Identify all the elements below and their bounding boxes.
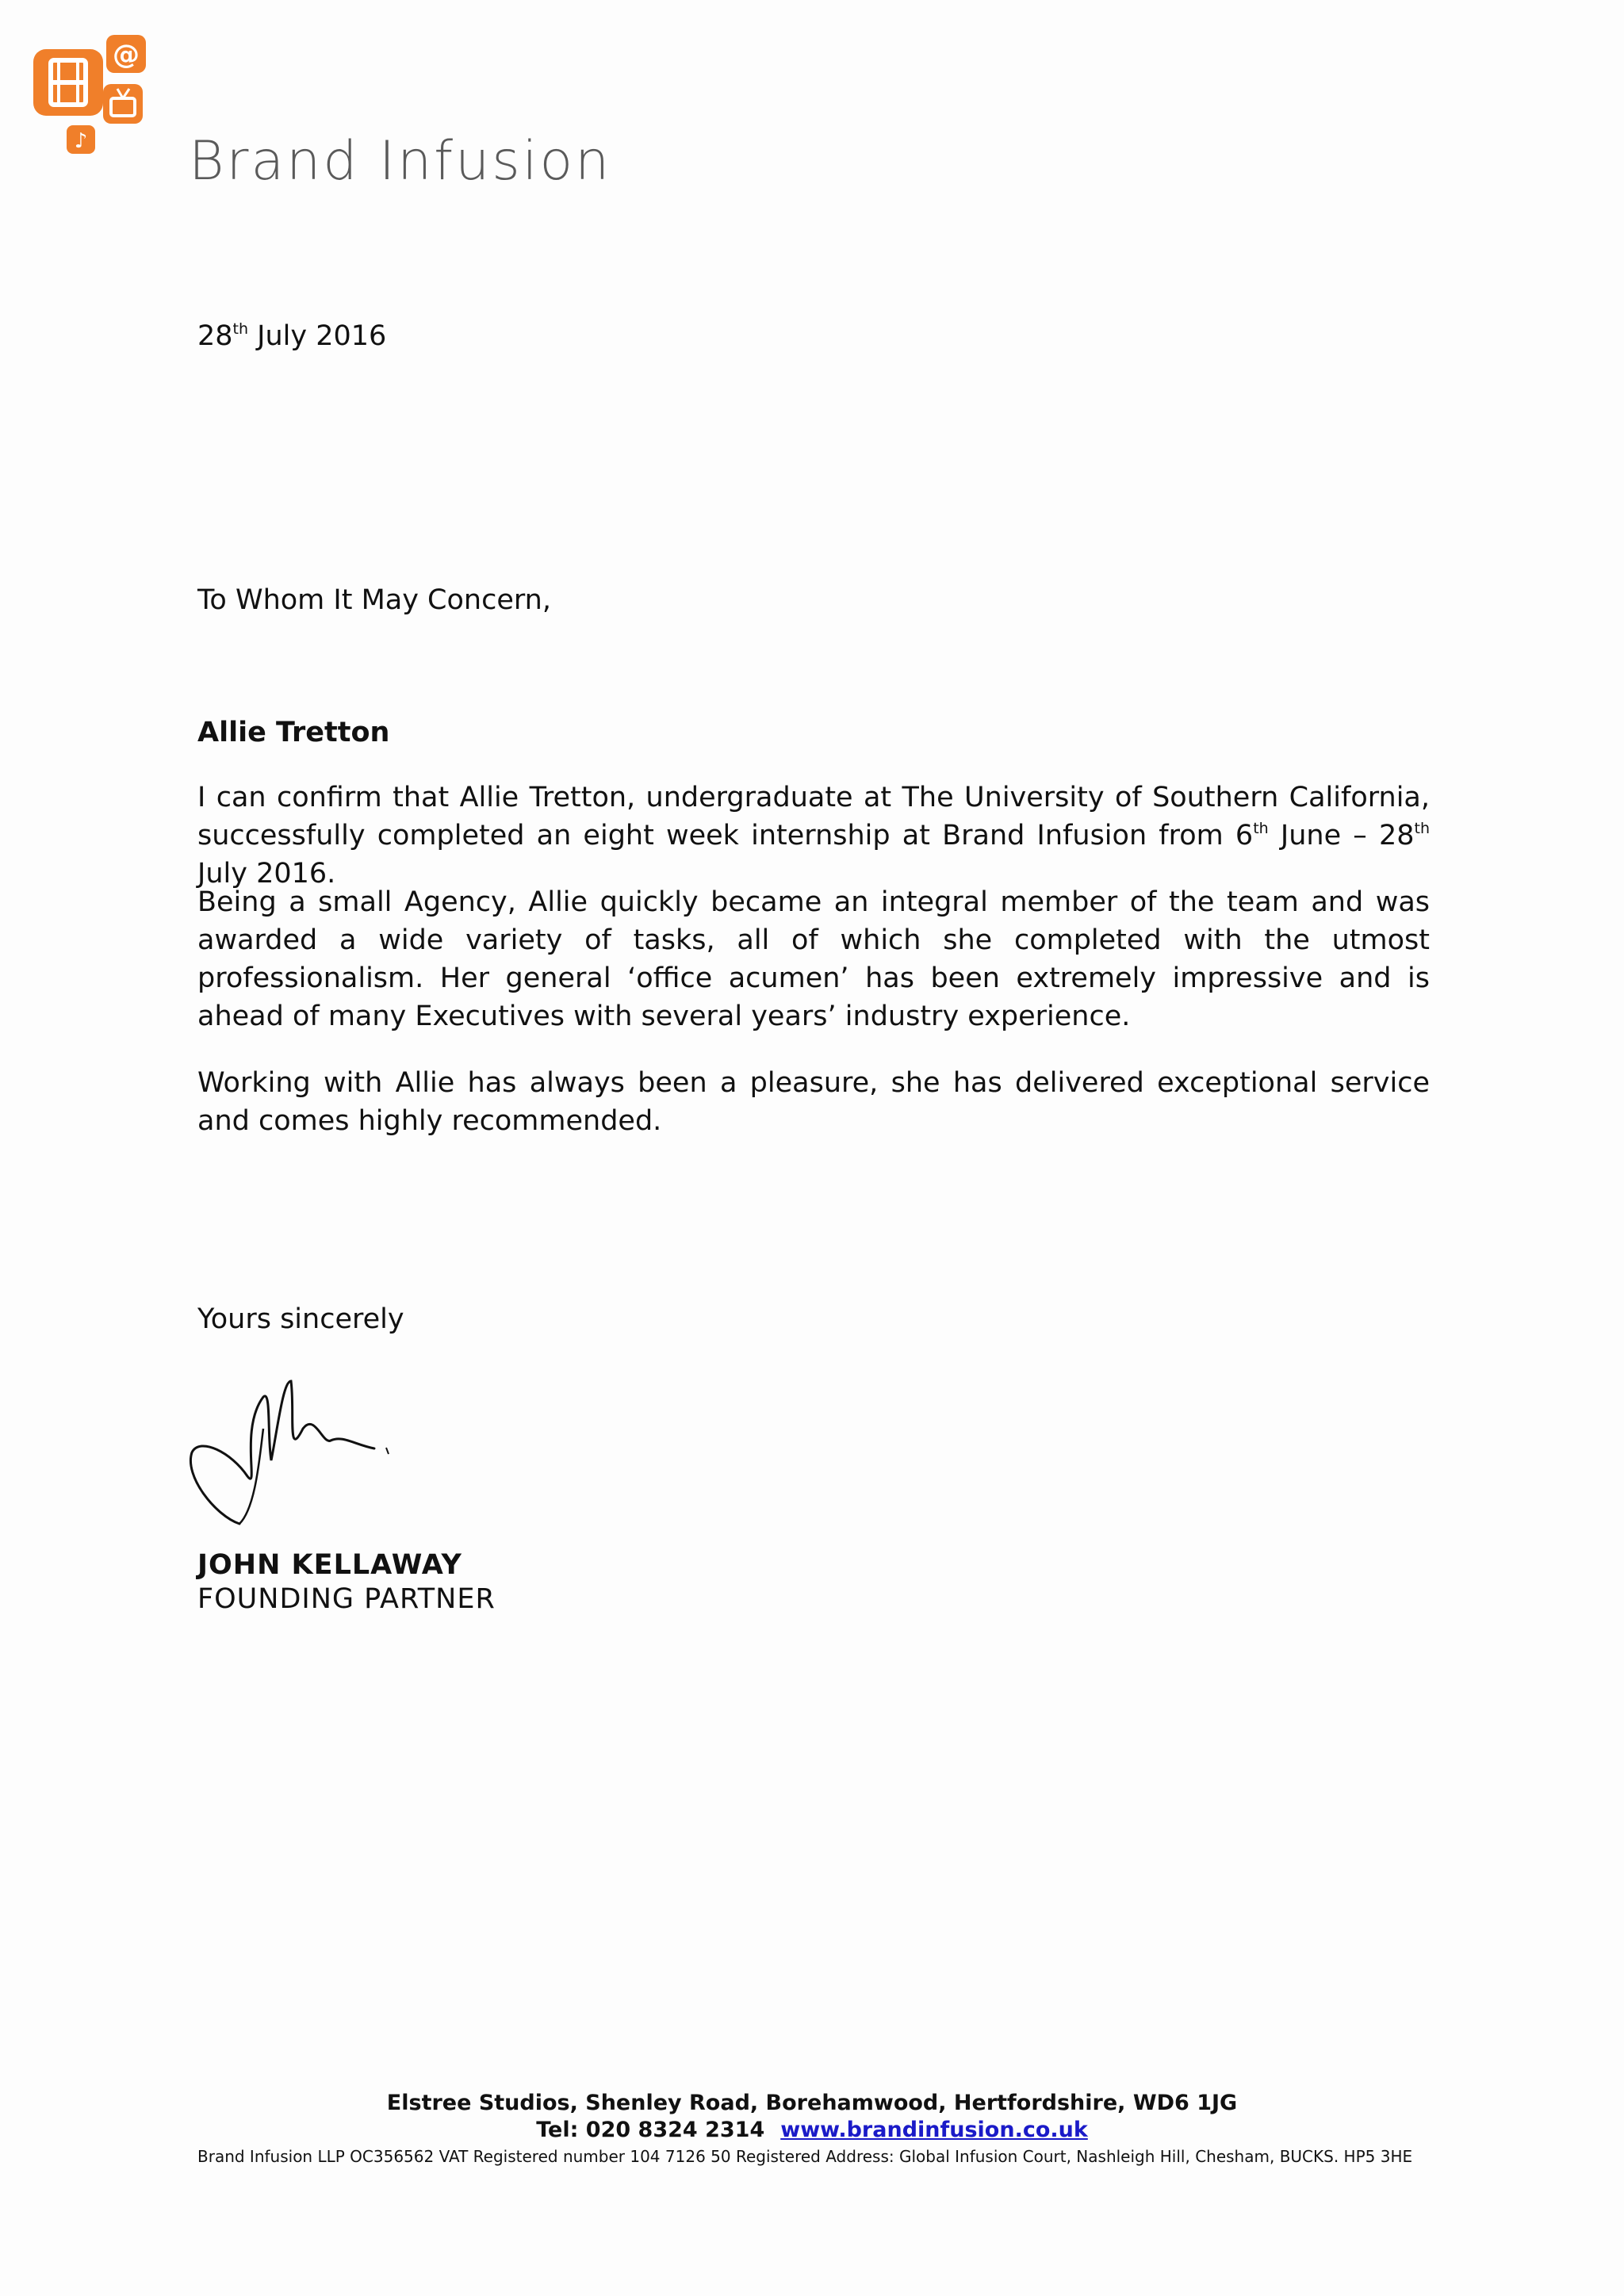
- film-icon: [33, 49, 103, 116]
- closing: Yours sincerely: [197, 1303, 404, 1335]
- date-day: 28: [197, 320, 233, 352]
- logo-icons: [32, 32, 190, 166]
- signer-title: FOUNDING PARTNER: [197, 1583, 496, 1615]
- footer-tel: Tel: 020 8324 2314: [536, 2118, 765, 2142]
- footer-address: Elstree Studios, Shenley Road, Borehamwood, Hertfordshire, WD6 1JG: [386, 2091, 1238, 2115]
- at-sign-icon: [106, 35, 146, 73]
- paragraph-1-text: I can confirm that Allie Tretton, undergraduate at The University of Southern California, successfully completed an eight week internship at Brand Infusion from 6: [197, 782, 1430, 851]
- svg-text:♪: ♪: [74, 129, 88, 153]
- music-note-icon: [67, 125, 95, 154]
- paragraph-3: Working with Allie has always been a pleasure, she has delivered exceptional service and comes highly recommended.: [197, 1067, 1430, 1137]
- greeting: To Whom It May Concern,: [197, 584, 551, 616]
- ordinal-suffix: th: [1414, 820, 1430, 837]
- footer-contact: [0, 2117, 1624, 2144]
- paragraph-1-text: July 2016.: [197, 858, 336, 890]
- letter-date: [197, 317, 1430, 355]
- paragraph-1: [197, 779, 1430, 893]
- footer-legal: Brand Infusion LLP OC356562 VAT Registered number 104 7126 50 Registered Address: Global Infusion Court, Nashleigh Hill, Chesham, BUCKS. HP5 3HE: [197, 2147, 1413, 2166]
- signature: [184, 1365, 422, 1540]
- svg-text:@: @: [113, 39, 140, 71]
- tv-icon: [103, 84, 143, 124]
- date-month-year: July 2016: [248, 320, 387, 352]
- date-suffix: th: [232, 320, 249, 338]
- ordinal-suffix: th: [1253, 820, 1269, 837]
- paragraph-2: Being a small Agency, Allie quickly became an integral member of the team and was awarded a wide variety of tasks, all of which she completed with the utmost professionalism. Her general ‘office acumen’ has been extremely impressive and is ahead of many Executives with several years’ industry experience.: [197, 886, 1430, 1032]
- paragraph-1-text: June – 28: [1268, 820, 1415, 851]
- website-link[interactable]: www.brandinfusion.co.uk: [780, 2118, 1088, 2142]
- signer-name: JOHN KELLAWAY: [197, 1549, 462, 1581]
- brand-logo: [32, 32, 650, 193]
- brand-name: Brand Infusion: [189, 130, 612, 193]
- subject-name: Allie Tretton: [197, 717, 390, 748]
